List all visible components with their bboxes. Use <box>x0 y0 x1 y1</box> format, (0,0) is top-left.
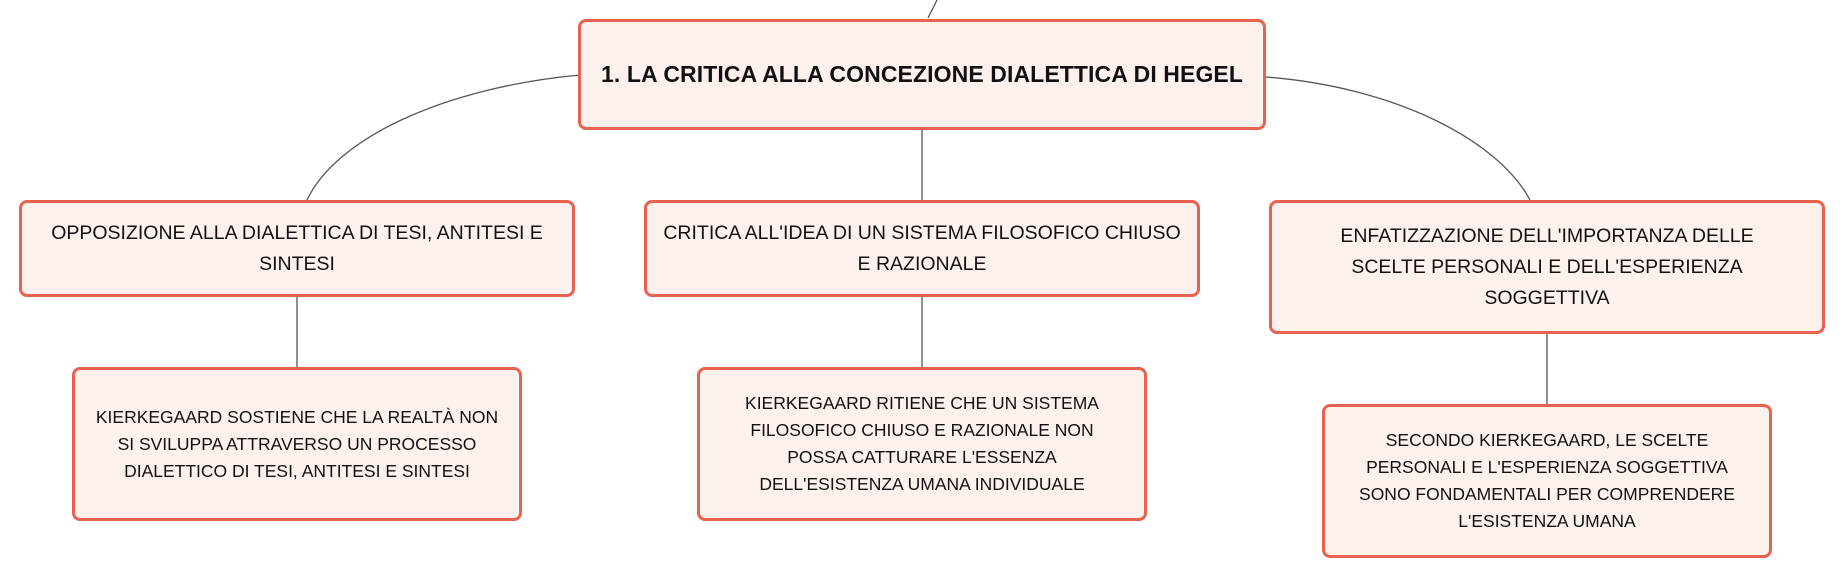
branch-topic-3[interactable] <box>1269 200 1825 334</box>
root-topic[interactable] <box>578 19 1266 130</box>
root-topic-label: 1. LA CRITICA ALLA CONCEZIONE DIALETTICA DI HEGEL <box>600 61 1244 87</box>
detail-topic-1[interactable] <box>72 367 522 521</box>
detail-topic-2-label: KIERKEGAARD RITIENE CHE UN SISTEMA FILOSOFICO CHIUSO E RAZIONALE NON POSSA CATTURARE L'ESSENZA DELL'ESISTENZA UMANA INDIVIDUALE <box>745 393 1099 494</box>
branch-topic-1[interactable] <box>19 200 575 297</box>
connector-root-to-branch-3 <box>1266 77 1530 200</box>
detail-topic-1-label: KIERKEGAARD SOSTIENE CHE LA REALTÀ NON SI SVILUPPA ATTRAVERSO UN PROCESSO DIALETTICO DI TESI, ANTITESI E SINTESI <box>95 406 499 481</box>
branch-topic-2[interactable] <box>644 200 1200 297</box>
connector-parent-to-root <box>928 0 937 18</box>
branch-topic-2-label: CRITICA ALL'IDEA DI UN SISTEMA FILOSOFICO CHIUSO E RAZIONALE <box>663 221 1181 275</box>
detail-topic-3-label: SECONDO KIERKEGAARD, LE SCELTE PERSONALI E L'ESPERIENZA SOGGETTIVA SONO FONDAMENTALI PER COMPRENDERE L'ESISTENZA UMANA <box>1359 430 1735 531</box>
connector-root-to-branch-1 <box>307 75 580 200</box>
detail-topic-3[interactable] <box>1322 404 1772 558</box>
branch-topic-3-label: ENFATIZZAZIONE DELL'IMPORTANZA DELLE SCELTE PERSONALI E DELL'ESPERIENZA SOGGETTIVA <box>1340 224 1754 309</box>
detail-topic-2[interactable] <box>697 367 1147 521</box>
branch-topic-1-label: OPPOSIZIONE ALLA DIALETTICA DI TESI, ANTITESI E SINTESI <box>51 221 543 275</box>
